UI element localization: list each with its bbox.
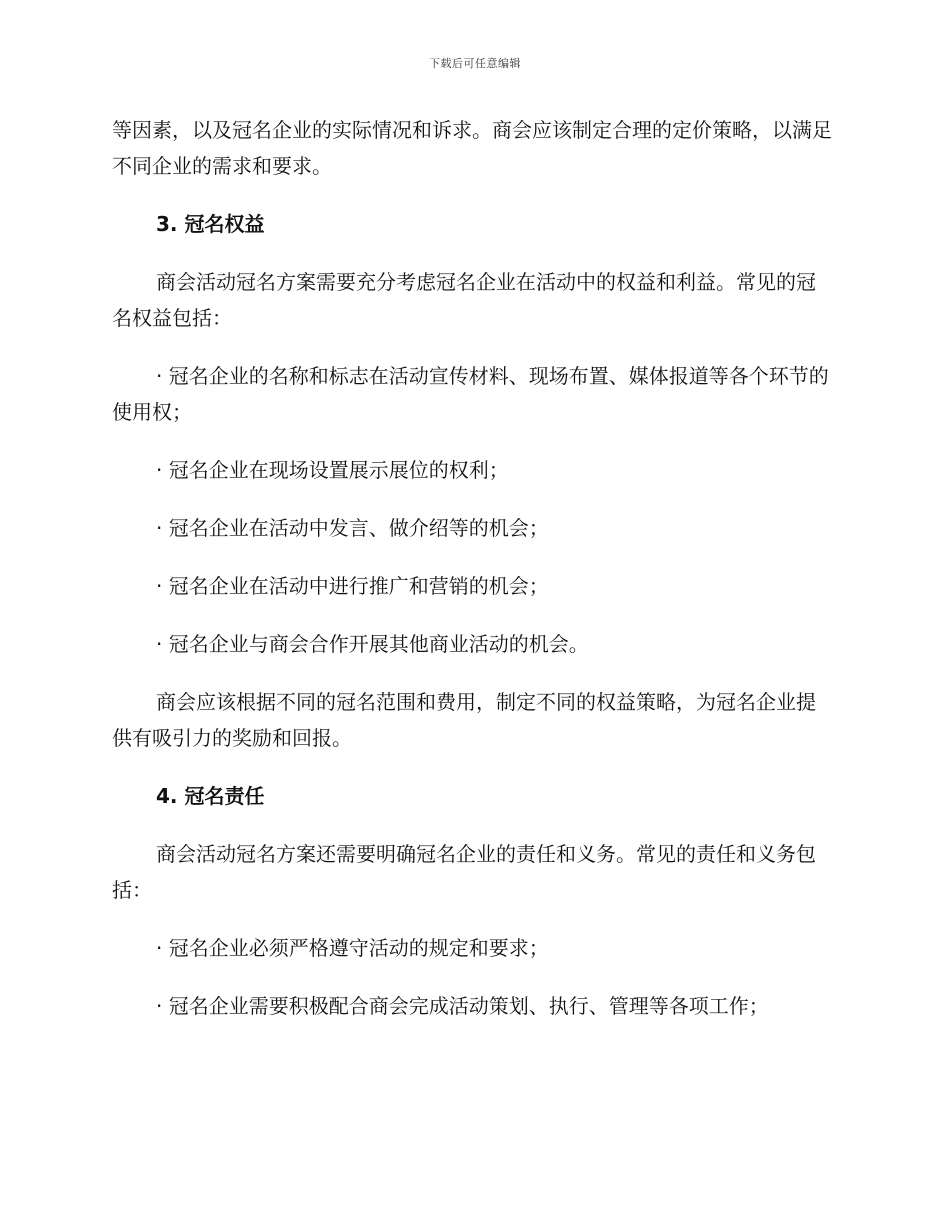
section-heading-sponsorship-duties: 4. 冠名责任	[156, 784, 265, 808]
list-item-rights-5: · 冠名企业与商会合作开展其他商业活动的机会。	[156, 632, 589, 656]
paragraph-pricing-continuation: 等因素，以及冠名企业的实际情况和诉求。商会应该制定合理的定价策略，以满足不同企业的需求和要求。	[112, 118, 832, 178]
section-heading-sponsorship-rights: 3. 冠名权益	[156, 212, 265, 236]
paragraph-duties-intro: 商会活动冠名方案还需要明确冠名企业的责任和义务。常见的责任和义务包括：	[112, 842, 816, 902]
list-item-rights-4: · 冠名企业在活动中进行推广和营销的机会；	[156, 574, 549, 598]
paragraph-rights-intro: 商会活动冠名方案需要充分考虑冠名企业在活动中的权益和利益。常见的冠名权益包括：	[112, 270, 816, 330]
list-item-duties-1: · 冠名企业必须严格遵守活动的规定和要求；	[156, 936, 549, 960]
list-item-rights-1: · 冠名企业的名称和标志在活动宣传材料、现场布置、媒体报道等各个环节的使用权；	[112, 364, 829, 424]
paragraph-rights-strategy: 商会应该根据不同的冠名范围和费用，制定不同的权益策略，为冠名企业提供有吸引力的奖励和回报。	[112, 690, 816, 750]
document-body	[112, 112, 832, 1046]
list-item-rights-2: · 冠名企业在现场设置展示展位的权利；	[156, 458, 509, 482]
list-item-rights-3: · 冠名企业在活动中发言、做介绍等的机会；	[156, 516, 549, 540]
page-header-note: 下载后可任意编辑	[429, 57, 521, 70]
list-item-duties-2: · 冠名企业需要积极配合商会完成活动策划、执行、管理等各项工作；	[156, 994, 769, 1018]
